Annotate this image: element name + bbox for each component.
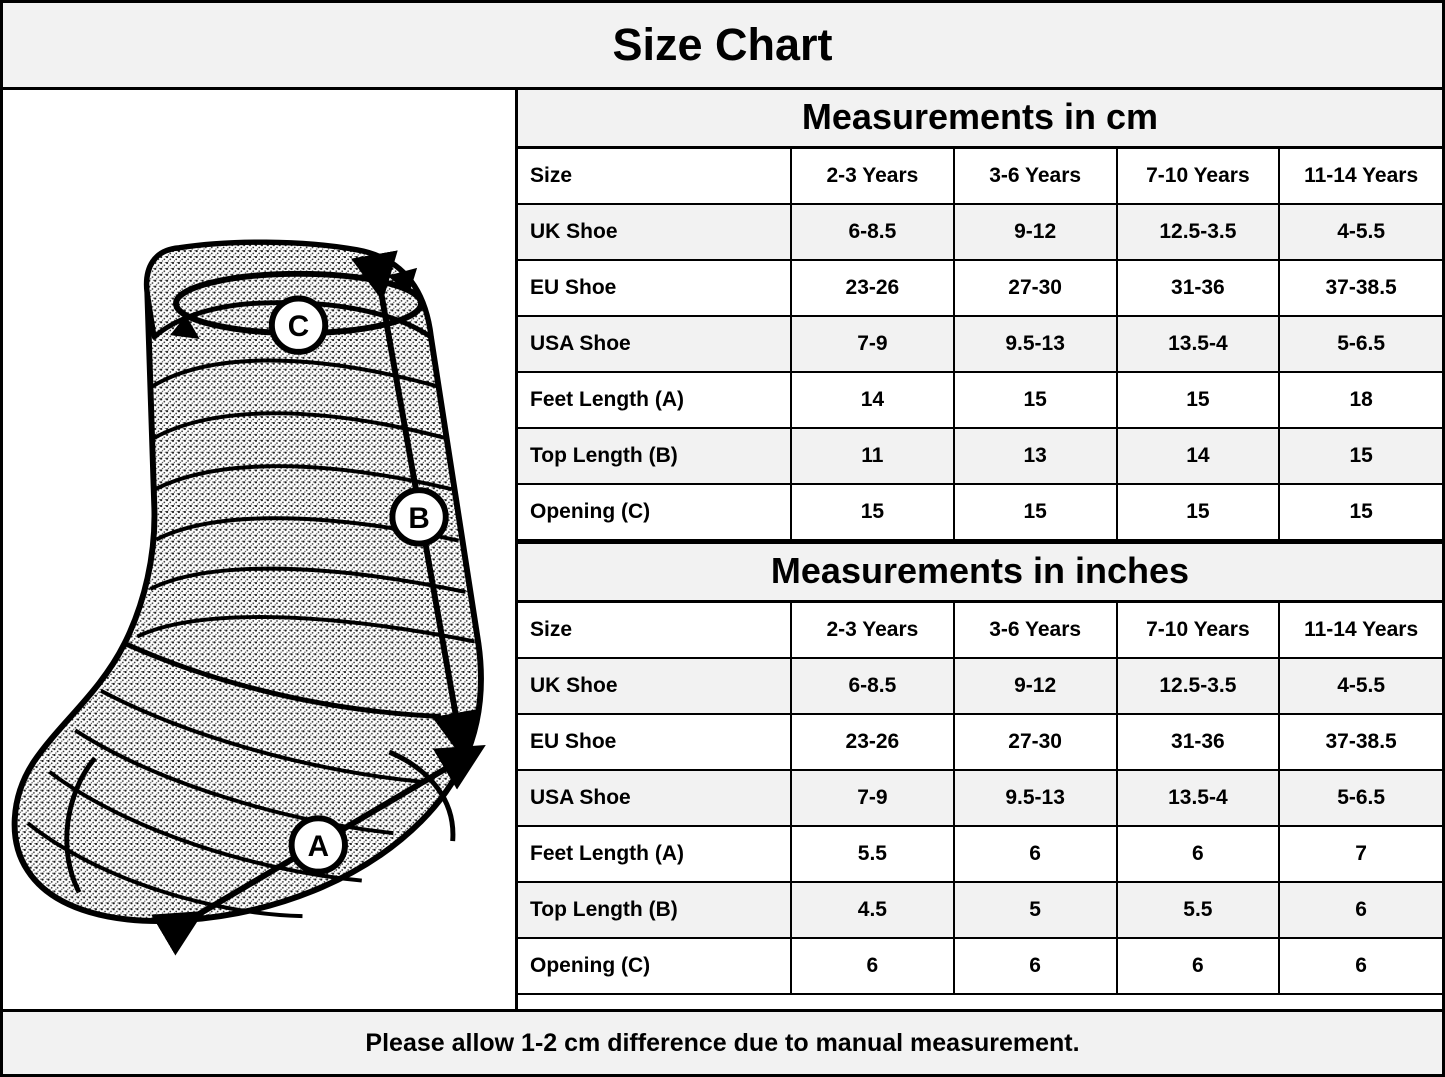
in-cell: 6 [1117, 826, 1280, 882]
cm-col-header-3-6: 3-6 Years [954, 149, 1117, 204]
table-row [518, 372, 1442, 428]
in-cell: 9.5-13 [954, 770, 1117, 826]
in-row-label-opening: Opening (C) [518, 938, 791, 994]
table-row [518, 428, 1442, 484]
in-cell: 6 [1279, 938, 1442, 994]
cm-cell: 23-26 [791, 260, 954, 316]
tables-pane [518, 90, 1442, 1009]
cm-size-table [518, 149, 1442, 541]
cm-cell: 15 [1117, 372, 1280, 428]
table-row [518, 770, 1442, 826]
in-col-header-2-3: 2-3 Years [791, 603, 954, 658]
cm-cell: 7-9 [791, 316, 954, 372]
table-row [518, 260, 1442, 316]
cm-cell: 13 [954, 428, 1117, 484]
cm-cell: 9-12 [954, 204, 1117, 260]
in-row-label-uk-shoe: UK Shoe [518, 658, 791, 714]
cm-cell: 5-6.5 [1279, 316, 1442, 372]
in-cell: 37-38.5 [1279, 714, 1442, 770]
in-cell: 6-8.5 [791, 658, 954, 714]
in-col-header-11-14: 11-14 Years [1279, 603, 1442, 658]
chart-body [3, 90, 1442, 1009]
in-row-label-eu-shoe: EU Shoe [518, 714, 791, 770]
in-cell: 4.5 [791, 882, 954, 938]
marker-a-label: A [307, 829, 329, 863]
cm-cell: 11 [791, 428, 954, 484]
in-cell: 6 [1279, 882, 1442, 938]
cm-cell: 14 [791, 372, 954, 428]
cm-cell: 15 [954, 372, 1117, 428]
sock-diagram-pane [3, 90, 518, 1009]
cm-col-header-7-10: 7-10 Years [1117, 149, 1280, 204]
in-col-header-size: Size [518, 603, 791, 658]
marker-b-label: B [408, 501, 430, 535]
cm-cell: 6-8.5 [791, 204, 954, 260]
cm-cell: 9.5-13 [954, 316, 1117, 372]
page-title: Size Chart [612, 19, 833, 70]
in-cell: 5-6.5 [1279, 770, 1442, 826]
cm-row-label-eu-shoe: EU Shoe [518, 260, 791, 316]
table-row [518, 484, 1442, 540]
cm-cell: 4-5.5 [1279, 204, 1442, 260]
in-cell: 4-5.5 [1279, 658, 1442, 714]
sock-diagram-icon [3, 90, 515, 1009]
in-cell: 6 [954, 938, 1117, 994]
cm-cell: 27-30 [954, 260, 1117, 316]
table-row [518, 826, 1442, 882]
marker-c-label: C [287, 310, 310, 344]
in-cell: 7 [1279, 826, 1442, 882]
cm-row-label-feet-length: Feet Length (A) [518, 372, 791, 428]
in-col-header-3-6: 3-6 Years [954, 603, 1117, 658]
inches-section-heading: Measurements in inches [518, 541, 1442, 603]
cm-col-header-2-3: 2-3 Years [791, 149, 954, 204]
table-row [518, 204, 1442, 260]
cm-row-label-usa-shoe: USA Shoe [518, 316, 791, 372]
cm-cell: 15 [791, 484, 954, 540]
cm-cell: 15 [1117, 484, 1280, 540]
table-row [518, 938, 1442, 994]
table-row [518, 882, 1442, 938]
in-cell: 5.5 [1117, 882, 1280, 938]
table-row [518, 714, 1442, 770]
in-cell: 12.5-3.5 [1117, 658, 1280, 714]
in-cell: 5 [954, 882, 1117, 938]
in-cell: 23-26 [791, 714, 954, 770]
table-row [518, 149, 1442, 204]
cm-cell: 31-36 [1117, 260, 1280, 316]
table-row [518, 316, 1442, 372]
in-row-label-feet-length: Feet Length (A) [518, 826, 791, 882]
cm-cell: 15 [1279, 484, 1442, 540]
in-cell: 6 [1117, 938, 1280, 994]
cm-cell: 14 [1117, 428, 1280, 484]
page-title-bar [3, 3, 1442, 90]
footer-note: Please allow 1-2 cm difference due to manual measurement. [365, 1028, 1080, 1057]
in-cell: 5.5 [791, 826, 954, 882]
in-cell: 7-9 [791, 770, 954, 826]
cm-row-label-opening: Opening (C) [518, 484, 791, 540]
in-cell: 13.5-4 [1117, 770, 1280, 826]
footer-note-bar [3, 1009, 1442, 1074]
cm-col-header-11-14: 11-14 Years [1279, 149, 1442, 204]
in-cell: 31-36 [1117, 714, 1280, 770]
cm-cell: 13.5-4 [1117, 316, 1280, 372]
cm-cell: 15 [1279, 428, 1442, 484]
table-row [518, 603, 1442, 658]
cm-cell: 18 [1279, 372, 1442, 428]
cm-cell: 15 [954, 484, 1117, 540]
cm-cell: 37-38.5 [1279, 260, 1442, 316]
in-row-label-top-length: Top Length (B) [518, 882, 791, 938]
in-cell: 6 [791, 938, 954, 994]
in-row-label-usa-shoe: USA Shoe [518, 770, 791, 826]
cm-section-heading: Measurements in cm [518, 90, 1442, 149]
in-col-header-7-10: 7-10 Years [1117, 603, 1280, 658]
in-cell: 6 [954, 826, 1117, 882]
cm-col-header-size: Size [518, 149, 791, 204]
in-cell: 9-12 [954, 658, 1117, 714]
inches-size-table [518, 603, 1442, 995]
cm-row-label-uk-shoe: UK Shoe [518, 204, 791, 260]
cm-cell: 12.5-3.5 [1117, 204, 1280, 260]
table-row [518, 658, 1442, 714]
in-cell: 27-30 [954, 714, 1117, 770]
cm-row-label-top-length: Top Length (B) [518, 428, 791, 484]
